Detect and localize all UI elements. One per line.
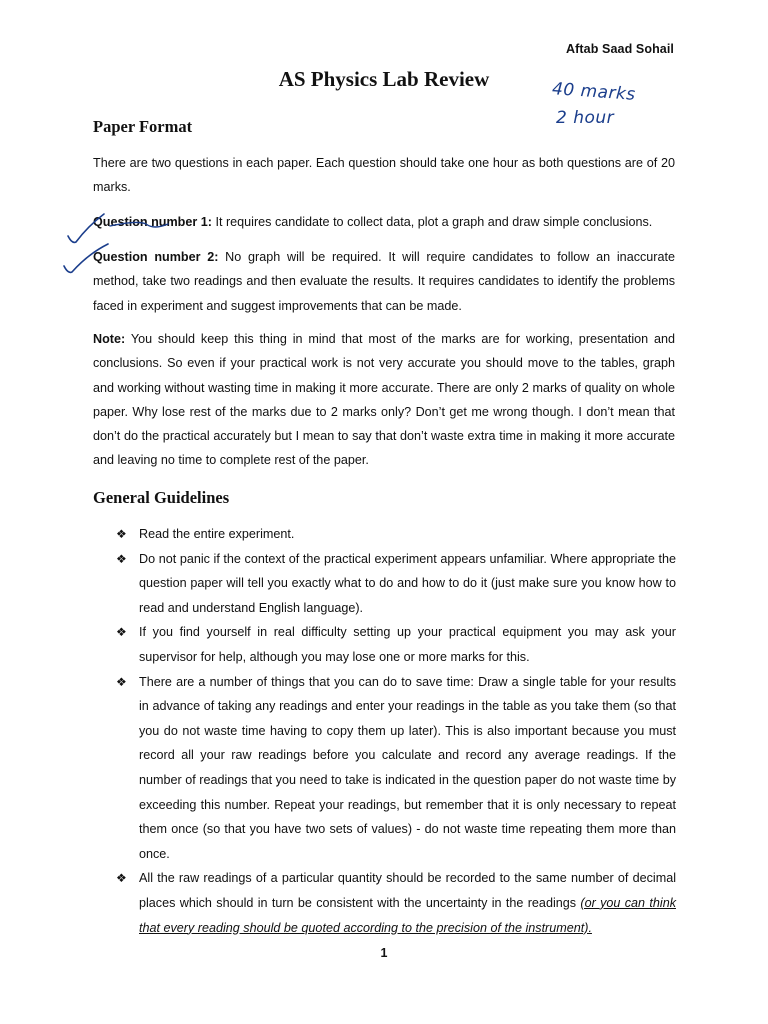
list-item-text: Read the entire experiment. <box>139 527 295 541</box>
diamond-bullet-icon: ❖ <box>116 527 127 541</box>
heading-general-guidelines: General Guidelines <box>93 488 230 507</box>
paragraph-intro: There are two questions in each paper. Each question should take one hour as both questions are of 20 marks. <box>93 156 675 195</box>
list-item <box>116 522 676 547</box>
list-item-text: If you find yourself in real difficulty setting up your practical equipment you may ask your supervisor for help, although you may lose one or more marks for this. <box>139 625 676 664</box>
page-title: AS Physics Lab Review <box>278 67 490 91</box>
list-item-text: All the raw readings of a particular quantity should be recorded to the same number of decimal places which should in turn be consistent with the uncertainty in the readings <box>139 871 676 910</box>
paragraph-note <box>93 327 675 473</box>
handwritten-note-hour: 2 hour <box>556 108 615 128</box>
guidelines-list <box>116 522 676 940</box>
list-item <box>116 547 676 621</box>
question-1-text: It requires candidate to collect data, plot a graph and draw simple conclusions. <box>211 215 653 229</box>
diamond-bullet-icon: ❖ <box>116 871 127 886</box>
diamond-bullet-icon: ❖ <box>116 551 127 566</box>
note-label: Note: <box>93 332 126 346</box>
list-item-text: Do not panic if the context of the practical experiment appears unfamiliar. Where appropriate the question paper will tell you exactly what to do and how to do it (just make sure you know how to read and understand English language). <box>139 551 676 615</box>
handwritten-note-marks: 40 marks <box>551 79 637 105</box>
list-item-text: There are a number of things that you can do to save time: Draw a single table for your results in advance of taking any readings and enter your readings in the table as you take them (so that you do not waste time having to copy them up later). This is also important because you must record all your raw readings before you calculate and record any average readings. If the number of readings that you need to take is indicated in the question paper do not waste time by exceeding this number. Repeat your readings, but remember that it is only necessary to repeat them once (so that you have two sets of values) - do not waste time repeating them more than once. <box>139 674 676 861</box>
heading-paper-format: Paper Format <box>93 117 193 136</box>
question-1-label: Question number 1: <box>93 215 212 229</box>
list-item <box>116 670 676 867</box>
author-name: Aftab Saad Sohail <box>566 42 674 56</box>
diamond-bullet-icon: ❖ <box>116 625 127 640</box>
question-2-label: Question number 2: <box>93 250 219 264</box>
note-text: You should keep this thing in mind that most of the marks are for working, presentation and conclusions. So even if your practical work is not very accurate you should move to the tables, graph and working without wasting time in making it more accurate. There are only 2 marks of quality on whole paper. Why lose rest of the marks due to 2 marks only? Don’t get me wrong though. I don’t mean that don’t do the practical accurately but I mean to say that don’t waste extra time in making it more accurate and leaving no time to complete rest of the paper. <box>93 332 675 468</box>
list-item-underlined-text: (or you can think that every reading should be quoted according to the precision of the instrument). <box>139 895 676 935</box>
question-2-text: No graph will be required. It will require candidates to follow an inaccurate method, take two readings and then evaluate the results. It requires candidates to identify the problems faced in experiment and suggest improvements that can be made. <box>93 250 675 313</box>
diamond-bullet-icon: ❖ <box>116 674 127 689</box>
list-item <box>116 620 676 669</box>
page-number: 1 <box>380 946 388 960</box>
handwritten-checkmarks-icon <box>58 206 218 286</box>
list-item <box>116 866 676 940</box>
